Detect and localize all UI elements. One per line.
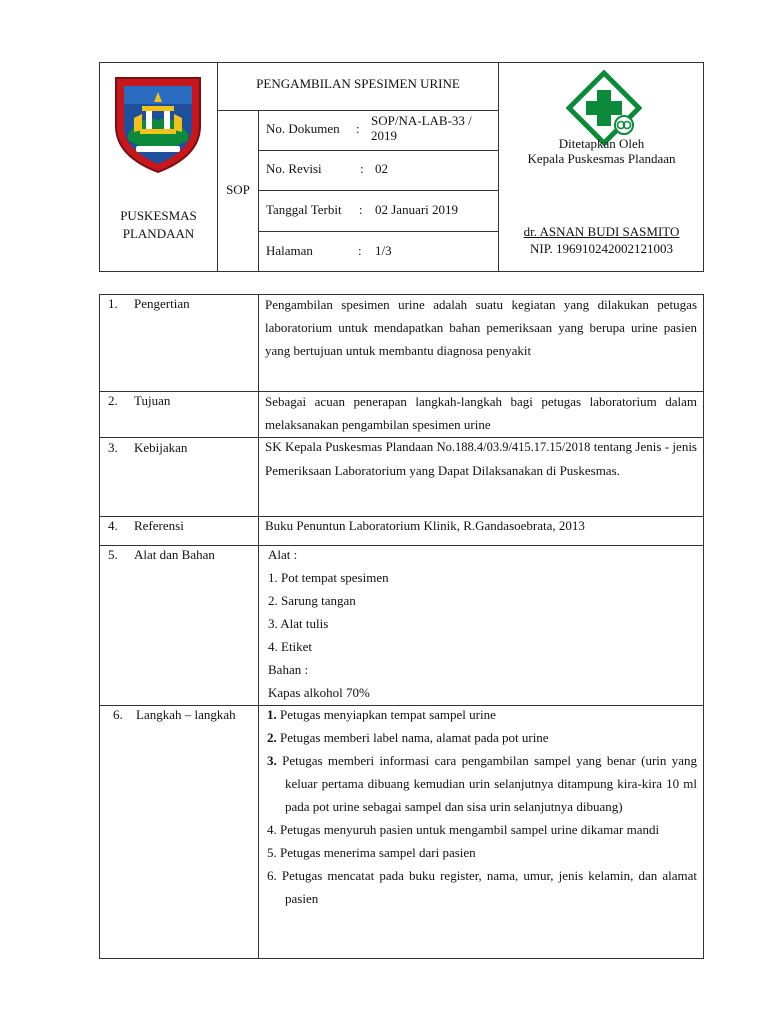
step-number: 3.	[267, 753, 277, 768]
step-number: 6.	[267, 868, 277, 883]
field-value-revision: 02	[375, 161, 388, 176]
field-sep-page: :	[358, 243, 362, 258]
alat-item: 1. Pot tempat spesimen	[268, 570, 389, 585]
step-text: Petugas menyuruh pasien untuk mengambil sampel urine dikamar mandi	[280, 822, 660, 837]
bahan-heading: Bahan :	[268, 662, 309, 677]
section-label-pengertian: Pengertian	[134, 296, 190, 311]
field-sep-revision: :	[360, 161, 364, 176]
section-text-kebijakan	[265, 435, 697, 482]
step-text: Petugas menerima sampel dari pasien	[280, 845, 476, 860]
section-number: 4.	[108, 518, 118, 533]
field-sep-doc-number: :	[356, 121, 360, 136]
field-sep-issue-date: :	[359, 202, 363, 217]
puskesmas-logo-icon	[566, 70, 642, 146]
step-item	[267, 864, 697, 910]
signer-name: dr. ASNAN BUDI SASMITO	[523, 224, 680, 239]
section-number: 1.	[108, 296, 118, 311]
organization-name-line2: PLANDAAN	[122, 226, 195, 241]
step-text: Petugas memberi label nama, alamat pada pot urine	[280, 730, 549, 745]
section-label-alat-bahan: Alat dan Bahan	[134, 547, 215, 562]
approval-block	[499, 136, 704, 166]
document-title: PENGAMBILAN SPESIMEN URINE	[256, 76, 460, 91]
organization-name	[100, 207, 217, 243]
step-item	[267, 703, 697, 726]
field-value-doc-number: SOP/NA-LAB-33 / 2019	[371, 113, 472, 143]
step-number: 5.	[267, 845, 277, 860]
section-content-langkah	[267, 703, 697, 910]
field-value-issue-date: 02 Januari 2019	[375, 202, 459, 217]
kebijakan-text-c: tentang Jenis - jenis Pemeriksaan Laboratorium yang Dapat Dilaksanakan di Puskesmas.	[265, 439, 697, 478]
section-number: 5.	[108, 547, 118, 562]
kebijakan-decree-number: No.188.4/03.9/415.17.15/2018	[436, 440, 591, 454]
field-label-revision: No. Revisi	[266, 161, 322, 176]
signer-block	[499, 223, 704, 257]
section-label-kebijakan: Kebijakan	[134, 440, 188, 455]
kebijakan-text-a: SK Kepala Puskesmas Plandaan	[265, 439, 434, 454]
step-text: Petugas memberi informasi cara pengambilan sampel yang benar (urin yang keluar pertama dibuang kemudian urin selanjutnya ditampung kira-kira 10 ml pada pot urine sebagai sampel dan sisa urin selanjutnya dibuang)	[282, 753, 698, 814]
section-label-tujuan: Tujuan	[134, 393, 171, 408]
section-number: 2.	[108, 393, 118, 408]
section-text-referensi: Buku Penuntun Laboratorium Klinik, R.Gandasoebrata, 2013	[265, 518, 585, 533]
step-number: 2.	[267, 730, 277, 745]
alat-item: 3. Alat tulis	[268, 616, 329, 631]
section-number: 6.	[113, 707, 123, 722]
field-value-page: 1/3	[375, 243, 392, 258]
step-item	[267, 841, 697, 864]
approval-line1: Ditetapkan Oleh	[558, 136, 645, 151]
step-item	[267, 726, 697, 749]
alat-item: 4. Etiket	[268, 639, 313, 654]
bahan-item: Kapas alkohol 70%	[268, 685, 370, 700]
step-item	[267, 749, 697, 818]
section-number: 3.	[108, 440, 118, 455]
regional-coat-of-arms-icon	[112, 74, 204, 174]
section-label-langkah: Langkah – langkah	[136, 707, 236, 722]
step-text: Petugas menyiapkan tempat sampel urine	[280, 707, 496, 722]
section-text-tujuan: Sebagai acuan penerapan langkah-langkah bagi petugas laboratorium dalam melaksanakan pengambilan spesimen urine	[265, 394, 697, 432]
field-label-issue-date: Tanggal Terbit	[266, 202, 342, 217]
step-text: Petugas mencatat pada buku register, nama, umur, jenis kelamin, dan alamat pasien	[281, 868, 697, 906]
step-number: 1.	[267, 707, 277, 722]
alat-item: 2. Sarung tangan	[268, 593, 356, 608]
sop-label: SOP	[226, 182, 250, 197]
step-item	[267, 818, 697, 841]
section-content-alat-bahan	[268, 543, 700, 704]
approval-line2: Kepala Puskesmas Plandaan	[527, 151, 676, 166]
section-text-pengertian: Pengambilan spesimen urine adalah suatu kegiatan yang dilakukan petugas laboratorium untuk mendapatkan bahan pemeriksaan yang berupa urine pasien yang bertujuan untuk membantu diagnosa penyakit	[265, 297, 697, 358]
signer-nip: NIP. 196910242002121003	[529, 241, 673, 256]
field-label-page: Halaman	[266, 243, 313, 258]
organization-name-line1: PUSKESMAS	[120, 208, 197, 223]
alat-heading: Alat :	[268, 547, 298, 562]
field-label-doc-number: No. Dokumen	[266, 121, 340, 136]
section-label-referensi: Referensi	[134, 518, 184, 533]
step-number: 4.	[267, 822, 277, 837]
